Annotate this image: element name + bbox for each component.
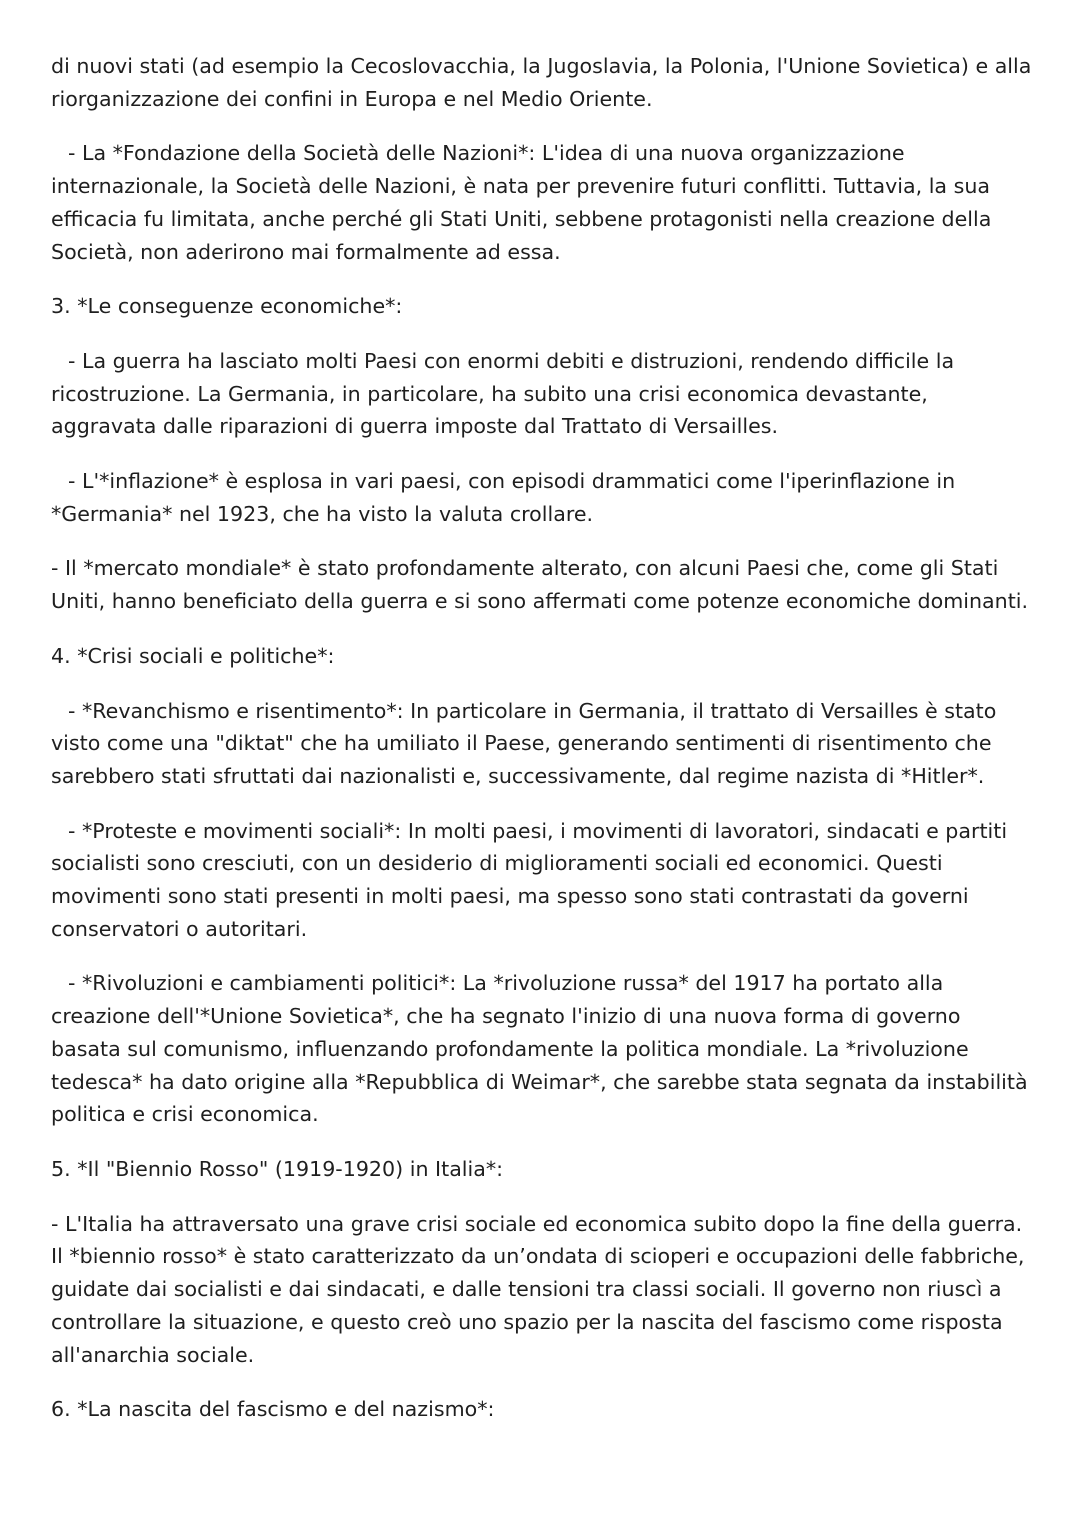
paragraph-league-of-nations	[51, 137, 1036, 268]
paragraph-world-market	[51, 552, 1036, 617]
paragraph-text: - L'*inflazione* è esplosa in vari paesi, con episodi drammatici come l'iperinflazione in *Germania* nel 1923, che ha visto la valuta crollare.	[51, 469, 956, 526]
paragraph-social-movements	[51, 815, 1036, 946]
heading-text: 3. *Le conseguenze economiche*:	[51, 294, 403, 319]
paragraph-revanchism	[51, 695, 1036, 793]
paragraph-new-states	[51, 50, 1036, 115]
paragraph-text: di nuovi stati (ad esempio la Cecoslovacchia, la Jugoslavia, la Polonia, l'Unione Sovietica) e alla riorganizzazione dei confini in Europa e nel Medio Oriente.	[51, 54, 1032, 111]
paragraph-text: - La *Fondazione della Società delle Nazioni*: L'idea di una nuova organizzazione internazionale, la Società delle Nazioni, è nata per prevenire futuri conflitti. Tuttavia, la sua efficacia fu limitata, anche perché gli Stati Uniti, sebbene protagonisti nella creazione della Società, non aderirono mai formalmente ad essa.	[51, 141, 992, 264]
heading-text: 4. *Crisi sociali e politiche*:	[51, 643, 335, 668]
paragraph-text: - La guerra ha lasciato molti Paesi con enormi debiti e distruzioni, rendendo difficile la ricostruzione. La Germania, in particolare, ha subito una crisi economica devastante, aggravata dalle riparazioni di guerra imposte dal Trattato di Versailles.	[51, 348, 955, 439]
paragraph-text: - *Proteste e movimenti sociali*: In molti paesi, i movimenti di lavoratori, sindacati e partiti socialisti sono cresciuti, con un desiderio di miglioramenti sociali ed economici. Questi movimenti sono stati presenti in molti paesi, ma spesso sono stati contrastati da governi conservatori o autoritari.	[51, 818, 1008, 941]
document-page	[51, 50, 1036, 1448]
paragraph-revolutions	[51, 967, 1036, 1131]
paragraph-text: - Il *mercato mondiale* è stato profondamente alterato, con alcuni Paesi che, come gli Stati Uniti, hanno beneficiato della guerra e si sono affermati come potenze economiche dominanti.	[51, 556, 1029, 614]
paragraph-text: - L'Italia ha attraversato una grave crisi sociale ed economica subito dopo la fine della guerra. Il *biennio rosso* è stato caratterizzato da un’ondata di scioperi e occupazioni delle fabbriche, guidate dai socialisti e dai sindacati, e dalle tensioni tra classi sociali. Il governo non riuscì a controllare la situazione, e questo creò uno spazio per la nascita del fascismo come risposta all'anarchia sociale.	[51, 1211, 1025, 1367]
paragraph-italy-crisis	[51, 1208, 1036, 1372]
heading-text: 5. *Il "Biennio Rosso" (1919-1920) in Italia*:	[51, 1156, 504, 1181]
paragraph-war-debts	[51, 345, 1036, 443]
section-heading-economic-consequences	[51, 290, 1036, 323]
section-heading-fascism-nazism	[51, 1393, 1036, 1426]
paragraph-text: - *Revanchismo e risentimento*: In particolare in Germania, il trattato di Versailles è stato visto come una "diktat" che ha umiliato il Paese, generando sentimenti di risentimento che sarebbero stati sfruttati dai nazionalisti e, successivamente, dal regime nazista di *Hitler*.	[51, 698, 997, 788]
paragraph-inflation	[51, 465, 1036, 530]
section-heading-biennio-rosso	[51, 1153, 1036, 1186]
paragraph-text: - *Rivoluzioni e cambiamenti politici*: La *rivoluzione russa* del 1917 ha portato alla creazione dell'*Unione Sovietica*, che ha segnato l'inizio di una nuova forma di governo basata sul comunismo, influenzando profondamente la politica mondiale. La *rivoluzione tedesca* ha dato origine alla *Repubblica di Weimar*, che sarebbe stata segnata da instabilità politica e crisi economica.	[51, 971, 1028, 1127]
section-heading-social-crises	[51, 640, 1036, 673]
heading-text: 6. *La nascita del fascismo e del nazismo*:	[51, 1397, 495, 1422]
